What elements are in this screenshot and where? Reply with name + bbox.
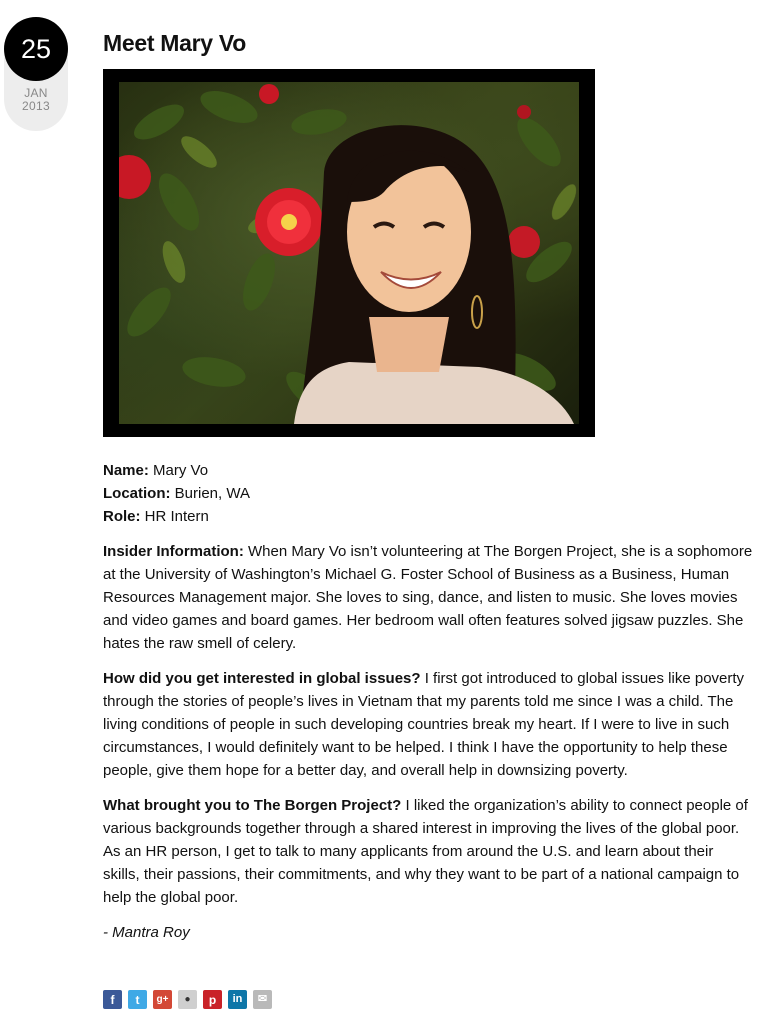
post-title[interactable]: Meet Mary Vo (103, 30, 246, 56)
author-signature: - Mantra Roy (103, 924, 190, 941)
location-value: Burien, WA (170, 485, 250, 502)
name-value: Mary Vo (148, 462, 209, 479)
role-label: Role: (103, 508, 141, 525)
profile-name-line (103, 459, 753, 482)
borgen-project-paragraph (103, 794, 753, 909)
date-day: 25 (4, 17, 68, 81)
profile-role-line (103, 505, 753, 528)
section-label: Insider Information: (103, 543, 244, 560)
insider-information-paragraph (103, 540, 753, 655)
role-value: HR Intern (140, 508, 209, 525)
section-text: I liked the organization’s ability to connect people of various backgrounds together through a shared interest in improving the lives of the global poor. As an HR person, I get to talk to many applicants from around the U.S. and learn about their skills, their passions, their commitments, and why they want to be part of a national campaign to help the global poor. (103, 797, 748, 906)
post-body (103, 459, 753, 944)
pinterest-icon[interactable]: p (203, 990, 222, 1009)
reddit-icon[interactable]: ● (178, 990, 197, 1009)
location-label: Location: (103, 485, 171, 502)
date-year: 2013 (22, 99, 50, 113)
twitter-icon[interactable]: t (128, 990, 147, 1009)
linkedin-icon[interactable]: in (228, 990, 247, 1009)
profile-location-line (103, 482, 753, 505)
post-date-badge (4, 17, 68, 131)
section-text: When Mary Vo isn’t volunteering at The Borgen Project, she is a sophomore at the University of Washington’s Michael G. Foster School of Business as a Business, Human Resources Management major. She loves to sing, dance, and listen to music. She loves movies and video games and board games. Her bedroom wall often features solved jigsaw puzzles. She hates the raw smell of celery. (103, 543, 753, 652)
section-text: I first got introduced to global issues like poverty through the stories of people’s lives in Vietnam that my parents told me since I was a child. The living conditions of people in such developing countries break my heart. If I were to live in such circumstances, I would definitely want to be helped. I think I have the opportunity to help these people, give them hope for a better day, and overall help in downsizing poverty. (103, 670, 745, 779)
photo-image (119, 82, 579, 424)
section-label: How did you get interested in global issues? (103, 670, 421, 687)
global-issues-paragraph (103, 667, 753, 782)
name-label: Name: (103, 462, 149, 479)
facebook-icon[interactable]: f (103, 990, 122, 1009)
share-bar (103, 990, 272, 1009)
profile-photo (103, 69, 595, 437)
photo-illustration (119, 82, 579, 424)
email-icon[interactable]: ✉ (253, 990, 272, 1009)
date-month: JAN (24, 86, 48, 100)
google-plus-icon[interactable]: g+ (153, 990, 172, 1009)
section-label: What brought you to The Borgen Project? (103, 797, 402, 814)
